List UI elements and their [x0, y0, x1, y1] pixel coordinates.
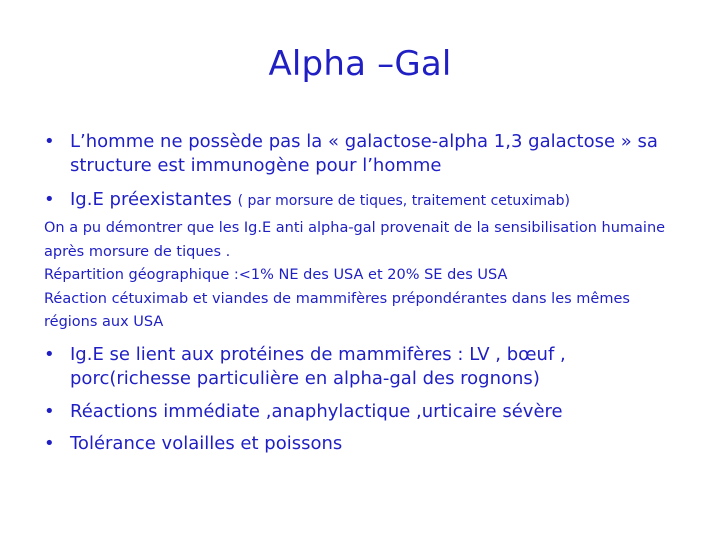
bullet-text-wrapper: [70, 188, 690, 213]
bullet-item: [40, 432, 690, 456]
paragraph: Répartition géographique :<1% NE des USA et 20% SE des USA: [44, 267, 508, 283]
bullet-dot-icon: •: [44, 401, 55, 422]
bullet-dot-icon: •: [44, 131, 55, 152]
bullet-text: Ig.E se lient aux protéines de mammifères : LV , bœuf , porc(richesse particulière en alpha-gal des rognons): [70, 344, 566, 389]
bullet-dot-icon: •: [44, 189, 55, 210]
slide-title: Alpha –Gal: [268, 44, 452, 84]
bullet-text: Tolérance volailles et poissons: [70, 433, 343, 454]
bullet-item: [40, 400, 690, 424]
bullet-text: Réactions immédiate ,anaphylactique ,urticaire sévère: [70, 401, 563, 422]
bullet-item: [40, 188, 690, 213]
notes-block: [44, 217, 684, 335]
paragraph: Réaction cétuximab et viandes de mammifères prépondérantes dans les mêmes régions aux USA: [44, 290, 630, 330]
bullet-item: [40, 343, 690, 391]
paragraph: On a pu démontrer que les Ig.E anti alpha-gal provenait de la sensibilisation humaine après morsure de tiques .: [44, 220, 666, 260]
bullet-item: [40, 130, 690, 178]
bullet-dot-icon: •: [44, 433, 55, 454]
bullet-dot-icon: •: [44, 344, 55, 365]
bullet-text: L’homme ne possède pas la « galactose-alpha 1,3 galactose » sa structure est immunogène pour l’homme: [70, 131, 658, 176]
bullet-text: Ig.E préexistantes: [70, 189, 238, 210]
bullet-note: ( par morsure de tiques, traitement cetuximab): [237, 193, 570, 209]
